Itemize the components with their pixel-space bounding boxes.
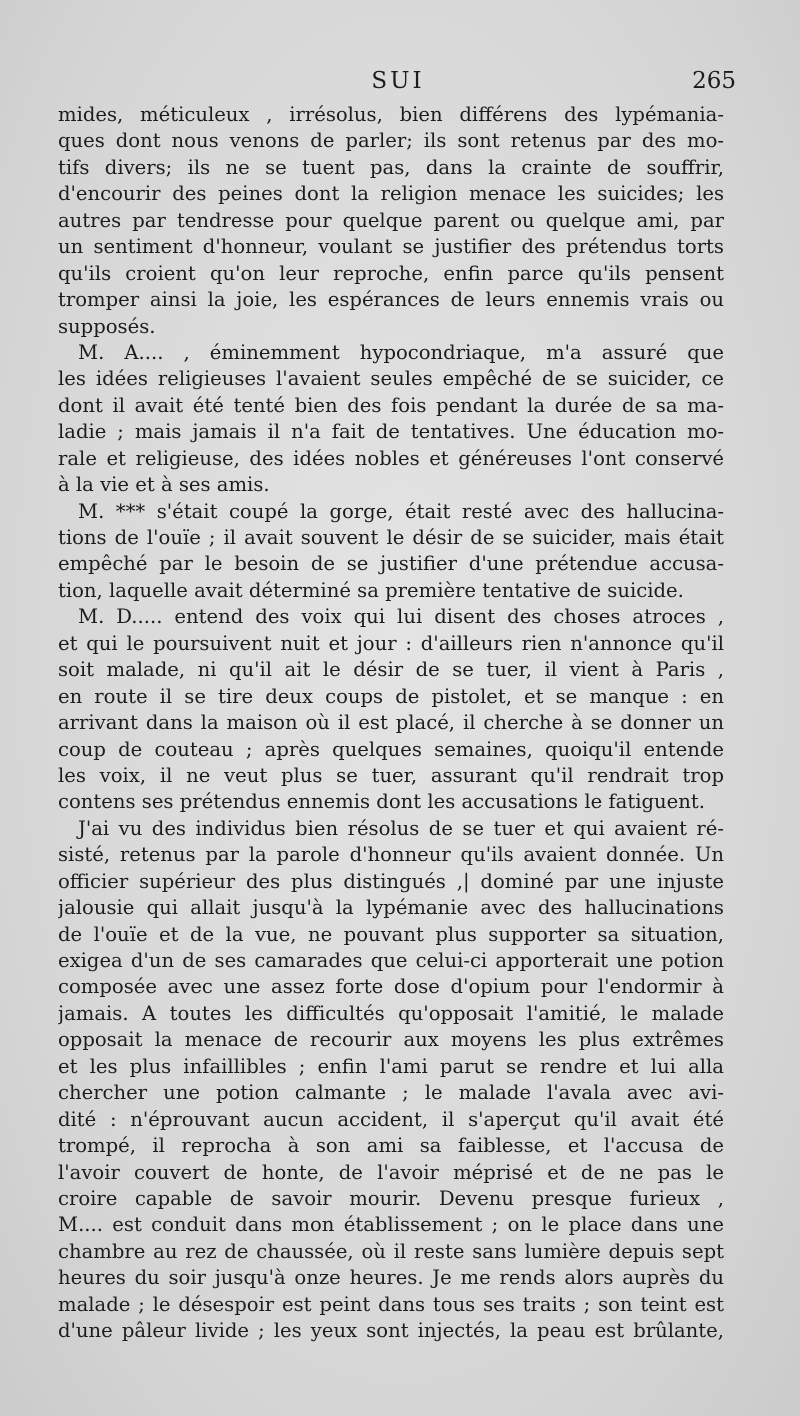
text-line: qu'ils croient qu'on leur reproche, enfin parce qu'ils pensent [58,261,724,285]
text-line: opposait la menace de recourir aux moyens les plus extrêmes [58,1028,724,1052]
text-line: ladie ; mais jamais il n'a fait de tentatives. Une éducation mo- [58,420,724,444]
text-line: croire capable de savoir mourir. Devenu presque furieux , [58,1186,724,1210]
text-line: jamais. A toutes les difficultés qu'opposait l'amitié, le malade [58,1001,724,1025]
text-line: un sentiment d'honneur, voulant se justifier des prétendus torts [58,235,724,259]
text-line: ques dont nous venons de parler; ils sont retenus par des mo- [58,129,724,153]
text-line: arrivant dans la maison où il est placé, il cherche à se donner un [58,711,724,735]
text-line: l'avoir couvert de honte, de l'avoir méprisé et de ne pas le [58,1160,724,1184]
text-line: coup de couteau ; après quelques semaines, quoiqu'il entende [58,737,724,761]
text-line: empêché par le besoin de se justifier d'une prétendue accusa- [58,552,724,576]
text-line: jalousie qui allait jusqu'à la lypémanie avec des hallucinations [58,896,724,920]
text-line: M. *** s'était coupé la gorge, était resté avec des hallucina- [78,499,724,523]
text-line: autres par tendresse pour quelque parent ou quelque ami, par [58,208,724,232]
text-line: rale et religieuse, des idées nobles et généreuses l'ont conservé [58,446,724,470]
text-line: et les plus infaillibles ; enfin l'ami parut se rendre et lui alla [58,1054,724,1078]
text-line: de l'ouïe et de la vue, ne pouvant plus supporter sa situation, [58,922,724,946]
text-line: et qui le poursuivent nuit et jour : d'ailleurs rien n'annonce qu'il [58,631,724,655]
text-line: dont il avait été tenté bien des fois pendant la durée de sa ma- [58,393,724,417]
running-header [60,64,736,98]
text-line: soit malade, ni qu'il ait le désir de se tuer, il vient à Paris , [58,658,724,682]
page-number: 265 [692,68,736,94]
text-line: d'une pâleur livide ; les yeux sont injectés, la peau est brûlante, [58,1319,724,1343]
text-line: chambre au rez de chaussée, où il reste sans lumière depuis sept [58,1239,724,1263]
text-line: M. A.... , éminemment hypocondriaque, m'a assuré que [78,340,724,364]
text-line: sisté, retenus par la parole d'honneur qu'ils avaient donnée. Un [58,843,724,867]
text-line: les voix, il ne veut plus se tuer, assurant qu'il rendrait trop [58,763,724,787]
text-line: tion, laquelle avait déterminé sa première tentative de suicide. [58,578,684,602]
text-line: exigea d'un de ses camarades que celui-ci apporterait une potion [58,949,724,972]
text-line: mides, méticuleux , irrésolus, bien différens des lypémania- [58,103,724,126]
text-line: à la vie et à ses amis. [58,473,270,497]
text-line: d'encourir des peines dont la religion menace les suicides; les [58,182,724,206]
text-line: officier supérieur des plus distingués ,| dominé par une injuste [58,869,724,893]
body-text [58,102,724,1345]
text-line: chercher une potion calmante ; le malade l'avala avec avi- [58,1081,724,1105]
text-line: M.... est conduit dans mon établissement ; on le place dans une [58,1213,724,1237]
text-line: contens ses prétendus ennemis dont les accusations le fatiguent. [58,790,705,814]
text-line: en route il se tire deux coups de pistolet, et se manque : en [58,684,724,708]
text-line: tifs divers; ils ne se tuent pas, dans la crainte de souffrir, [58,155,724,179]
running-title: SUI [371,68,425,94]
text-line: J'ai vu des individus bien résolus de se tuer et qui avaient ré- [78,816,724,840]
text-line: heures du soir jusqu'à onze heures. Je me rends alors auprès du [58,1266,724,1290]
text-line: dité : n'éprouvant aucun accident, il s'aperçut qu'il avait été [58,1107,724,1131]
text-line: malade ; le désespoir est peint dans tous ses traits ; son teint est [58,1292,724,1316]
text-line: M. D..... entend des voix qui lui disent des choses atroces , [78,605,724,629]
text-line: composée avec une assez forte dose d'opium pour l'endormir à [58,975,724,999]
text-line: trompé, il reprocha à son ami sa faiblesse, et l'accusa de [58,1134,724,1158]
text-line: tromper ainsi la joie, les espérances de leurs ennemis vrais ou [58,288,724,312]
text-line: les idées religieuses l'avaient seules empêché de se suicider, ce [58,367,724,391]
text-line: supposés. [58,314,156,338]
text-line: tions de l'ouïe ; il avait souvent le désir de se suicider, mais était [58,526,724,549]
